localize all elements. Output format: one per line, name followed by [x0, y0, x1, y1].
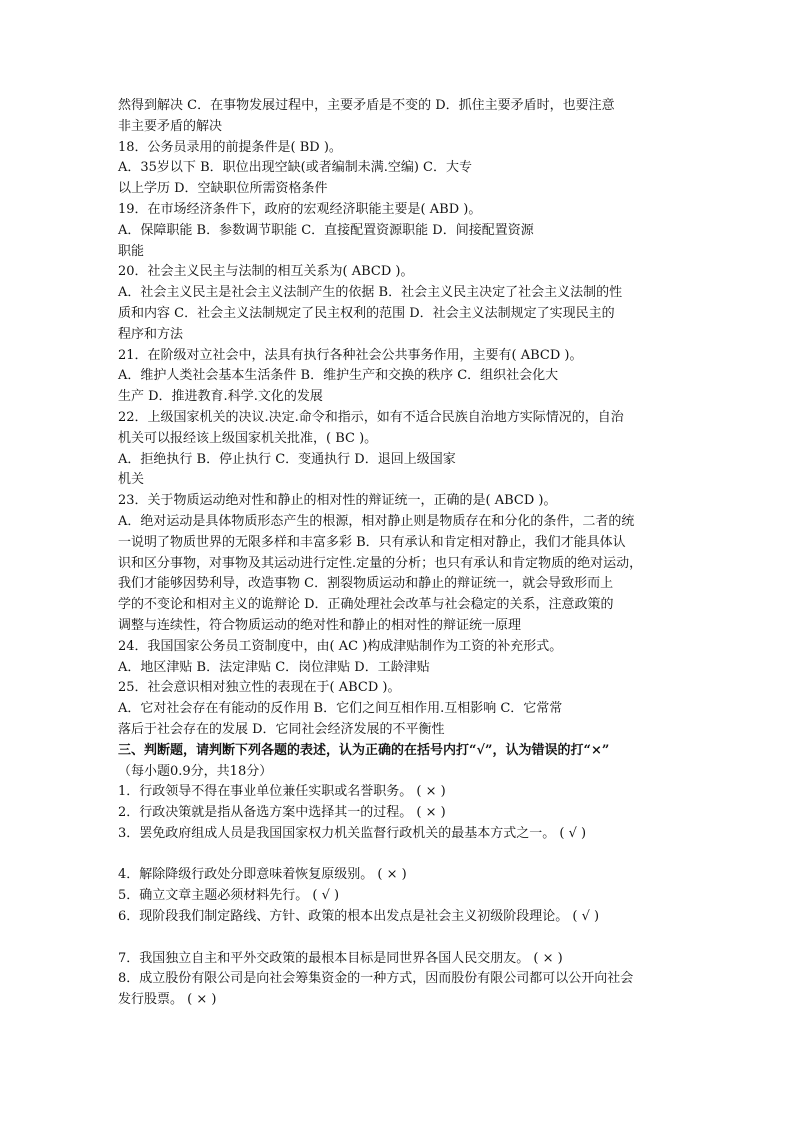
judgment-item: 8．成立股份有限公司是向社会筹集资金的一种方式，因而股份有限公司都可以公开向社会 [118, 971, 634, 987]
text-line: 我们才能够因势利导，改造事物 C．割裂物质运动和静止的辩证统一，就会导致形而上 [118, 576, 614, 592]
text-line: A．维护人类社会基本生活条件 B．维护生产和交换的秩序 C．组织社会化大 [118, 368, 559, 384]
text-line: 以上学历 D．空缺职位所需资格条件 [118, 181, 328, 197]
text-line: 19．在市场经济条件下，政府的宏观经济职能主要是( ABD )。 [118, 201, 482, 217]
blank-line [118, 928, 678, 949]
text-line: 机关 [118, 472, 145, 488]
text-line: A．绝对运动是具体物质形态产生的根源，相对静止则是物质存在和分化的条件，二者的统 [118, 513, 635, 529]
text-line: A．它对社会存在有能动的反作用 B．它们之间互相作用.互相影响 C．它常常 [118, 701, 563, 717]
text-line: 一说明了物质世界的无限多样和丰富多彩 B．只有承认和肯定相对静止，我们才能具体认 [118, 534, 626, 550]
judgment-item: 1．行政领导不得在事业单位兼任实职或名誉职务。 ( × ) [118, 784, 446, 800]
judgment-item: 3．罢免政府组成人员是我国国家权力机关监督行政机关的最基本方式之一。 ( √ ) [118, 825, 587, 841]
text-line: 程序和方法 [118, 326, 184, 342]
text-line: 生产 D．推进教育.科学.文化的发展 [118, 389, 323, 405]
text-line: 机关可以报经该上级国家机关批准，( BC )。 [118, 430, 378, 446]
section-note: （每小题0.9分，共18分） [118, 763, 273, 779]
judgment-item: 4．解除降级行政处分即意味着恢复原级别。 ( × ) [118, 867, 407, 883]
text-line: 然得到解决 C．在事物发展过程中，主要矛盾是不变的 D．抓住主要矛盾时，也要注意 [118, 98, 615, 113]
judgment-item: 7．我国独立自主和平外交政策的最根本目标是同世界各国人民交朋友。 ( × ) [118, 950, 563, 966]
text-line: 18．公务员录用的前提条件是( BD )。 [118, 139, 342, 155]
judgment-list [118, 782, 678, 1011]
judgment-item: 发行股票。 ( × ) [118, 992, 217, 1008]
document-page [118, 96, 678, 1011]
text-line: 25．社会意识相对独立性的表现在于( ABCD )。 [118, 680, 401, 696]
text-line: A．地区津贴 B．法定津贴 C．岗位津贴 D．工龄津贴 [118, 659, 430, 675]
text-line: 学的不变论和相对主义的诡辩论 D．正确处理社会改革与社会稳定的关系，注意政策的 [118, 597, 614, 613]
text-line: 21．在阶级对立社会中，法具有执行各种社会公共事务作用，主要有( ABCD )。 [118, 347, 583, 363]
question-list [118, 96, 678, 741]
text-line: 20．社会主义民主与法制的相互关系为( ABCD )。 [118, 264, 414, 280]
judgment-item: 6．现阶段我们制定路线、方针、政策的根本出发点是社会主义初级阶段理论。 ( √ ) [118, 909, 600, 925]
text-line: 24．我国国家公务员工资制度中，由( AC )构成津贴制作为工资的补充形式。 [118, 638, 563, 654]
judgment-item: 5．确立文章主题必须材料先行。 ( √ ) [118, 888, 340, 904]
blank-line [118, 845, 678, 866]
text-line: 非主要矛盾的解决 [118, 118, 223, 134]
judgment-item: 2．行政决策就是指从备选方案中选择其一的过程。 ( × ) [118, 805, 446, 821]
text-line: 调整与连续性，符合物质运动的绝对性和静止的相对性的辩证统一原理 [118, 617, 522, 633]
text-line: A．社会主义民主是社会主义法制产生的依据 B．社会主义民主决定了社会主义法制的性 [118, 285, 623, 301]
text-line: 22．上级国家机关的决议.决定.命令和指示，如有不适合民族自治地方实际情况的，自治 [118, 409, 624, 425]
text-line: 识和区分事物，对事物及其运动进行定性.定量的分析；也只有承认和肯定物质的绝对运动， [118, 555, 643, 571]
text-line: A．拒绝执行 B．停止执行 C．变通执行 D．退回上级国家 [118, 451, 456, 467]
text-line: 23．关于物质运动绝对性和静止的相对性的辩证统一，正确的是( ABCD )。 [118, 493, 557, 509]
text-line: 质和内容 C．社会主义法制规定了民主权利的范围 D．社会主义法制规定了实现民主的 [118, 305, 615, 321]
text-line: A．保障职能 B．参数调节职能 C．直接配置资源职能 D．间接配置资源 [118, 222, 534, 238]
text-line: A．35岁以下 B．职位出现空缺(或者编制未满.空编) C．大专 [118, 160, 472, 176]
section-title: 三、判断题，请判断下列各题的表述，认为正确的在括号内打“√”，认为错误的打“×” [118, 742, 610, 758]
text-line: 落后于社会存在的发展 D．它同社会经济发展的不平衡性 [118, 721, 445, 737]
text-line: 职能 [118, 243, 145, 259]
